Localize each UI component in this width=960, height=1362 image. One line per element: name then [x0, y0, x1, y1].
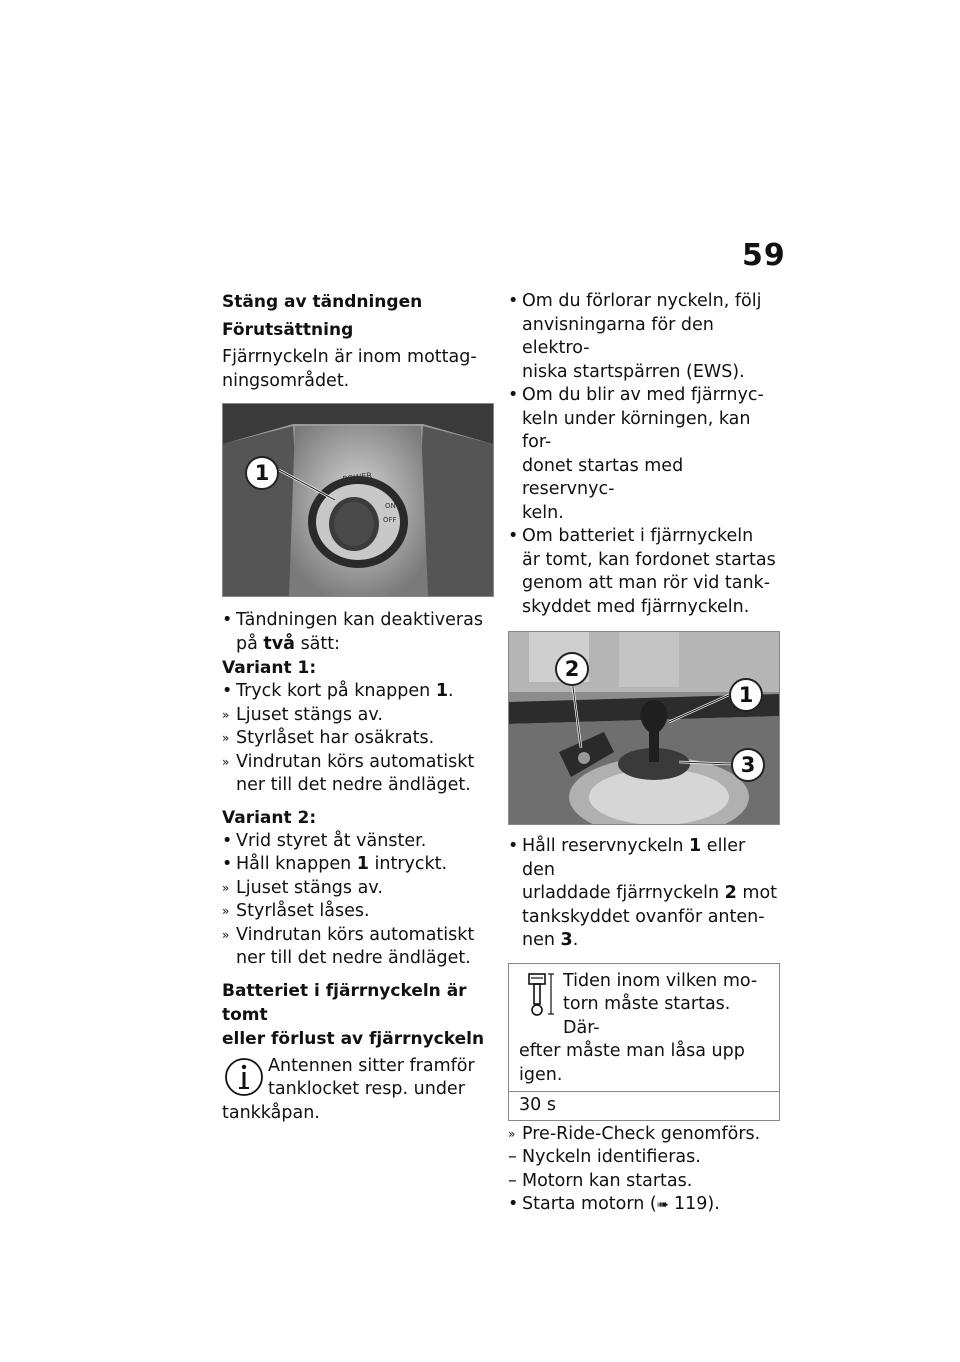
callout-1: 1	[245, 456, 279, 490]
key-loss-list	[508, 290, 780, 619]
battery-heading-line1: Batteriet i fjärrnyckeln är tomt	[222, 980, 467, 1025]
wrench-settings-icon	[519, 970, 559, 1020]
variant-2-list	[222, 830, 494, 971]
list-item: • Håll reservnyckeln 1 eller den urladdade fjärrnyckeln 2 mot tankskyddet ovanför anten- nen 3.	[508, 836, 778, 950]
list-item: • Vrid styret åt vänster.	[222, 830, 427, 851]
result-item: » Ljuset stängs av.	[222, 877, 383, 898]
page-reference-arrow-icon: ➠	[656, 1197, 669, 1213]
variant-1-heading: Variant 1:	[222, 658, 317, 678]
list-item: • Håll knappen 1 intryckt.	[222, 854, 448, 874]
tank-antenna-figure	[508, 631, 780, 825]
list-item: • Starta motorn (➠ 119).	[508, 1194, 720, 1214]
timing-value: 30 s	[509, 1091, 779, 1120]
ignition-button-figure	[222, 403, 494, 597]
section-heading: Stäng av tändningen	[222, 292, 423, 312]
callout-3: 3	[731, 748, 765, 782]
result-item: » Ljuset stängs av.	[222, 704, 383, 725]
result-item: » Styrlåset låses.	[222, 901, 370, 921]
info-icon	[222, 1055, 266, 1101]
ignition-button-illustration	[223, 404, 493, 596]
result-item: » Pre-Ride-Check genomförs.	[508, 1123, 761, 1144]
tank-antenna-illustration	[509, 632, 779, 824]
callout-1: 1	[729, 678, 763, 712]
prerequisite-text: Fjärrnyckeln är inom mottag- ningsområdet.	[222, 347, 477, 391]
list-item: • Om batteriet i fjärrnyckeln är tomt, kan fordonet startas genom att man rör vid tank- skyddet med fjärrnyckeln.	[508, 526, 776, 617]
battery-heading-line2: eller förlust av fjärrnyckeln	[222, 1028, 485, 1049]
result-item: » Styrlåset har osäkrats.	[222, 728, 435, 748]
result-item: – Nyckeln identifieras.	[508, 1147, 701, 1167]
result-item: – Motorn kan startas.	[508, 1170, 693, 1191]
timing-box-text: Tiden inom vilken mo- torn måste startas. Där- efter måste man låsa upp igen.	[519, 970, 758, 1085]
result-item: » Vindrutan körs automatiskt ner till det nedre ändläget.	[222, 924, 475, 968]
timing-box	[508, 963, 780, 1121]
list-item: • Tändningen kan deaktiveras på två sätt:	[222, 610, 483, 654]
right-column	[508, 290, 780, 1218]
power-label: POWER	[342, 470, 373, 484]
off-label: OFF	[383, 516, 397, 524]
on-label: ON	[385, 502, 396, 510]
result-item: » Vindrutan körs automatiskt ner till det nedre ändläget.	[222, 751, 475, 795]
variant-1-list	[222, 680, 494, 798]
list-item: • Om du blir av med fjärrnyc- keln under körningen, kan for- donet startas med reservnyc- keln.	[508, 385, 764, 523]
spare-key-list	[508, 835, 780, 953]
ignition-steps	[222, 609, 494, 656]
page-reference[interactable]: 119).	[668, 1194, 720, 1214]
info-note: Antennen sitter framför tanklocket resp. under tankkåpan.	[222, 1055, 475, 1123]
page-number: 59	[742, 238, 786, 273]
left-column	[222, 290, 494, 1125]
variant-2-heading: Variant 2:	[222, 807, 317, 828]
prerequisite-heading: Förutsättning	[222, 320, 354, 340]
list-item: • Om du förlorar nyckeln, följ anvisningarna för den elektro- niska startspärren (EWS).	[508, 291, 762, 382]
list-item: • Tryck kort på knappen 1.	[222, 681, 454, 701]
start-results-list	[508, 1123, 780, 1218]
callout-2: 2	[555, 652, 589, 686]
